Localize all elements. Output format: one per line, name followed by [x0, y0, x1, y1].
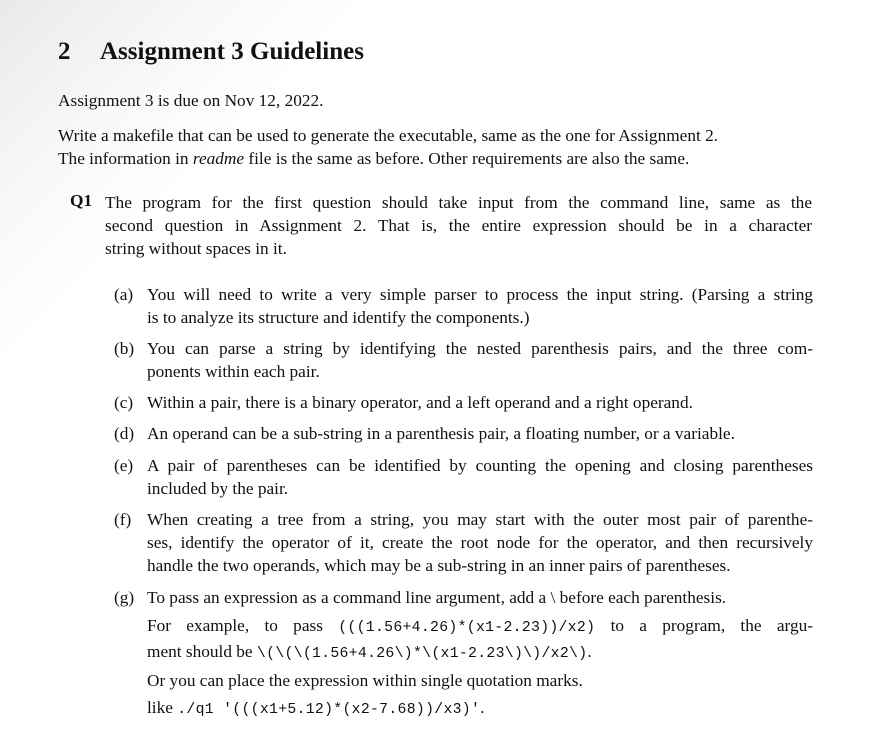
escaped-text-post: .	[587, 642, 592, 661]
escaped-text: ment should be	[147, 642, 257, 661]
makefile-sentence: Write a makefile that can be used to generate the executable, same as the one for Assignment 2.	[58, 126, 719, 145]
readme-sentence	[58, 147, 818, 170]
item-line: You will need to write a very simple parser to process the input string. (Parsing a string	[147, 285, 813, 304]
due-date-paragraph: Assignment 3 is due on Nov 12, 2022.	[58, 91, 324, 110]
command-example-code: ./q1 '(((x1+5.12)*(x2-7.68))/x3)'	[177, 702, 481, 718]
item-b	[147, 337, 813, 383]
readme-text-pre: The information in	[58, 149, 193, 168]
item-label-d: (d)	[114, 424, 135, 443]
item-label-f: (f)	[114, 510, 132, 529]
escaped-line	[147, 640, 813, 666]
escaped-expression-code: \(\(\(1.56+4.26\)*\(x1-2.23\)\)/x2\)	[256, 646, 588, 662]
item-line: Within a pair, there is a binary operator, and a left operand and a right operand.	[147, 393, 693, 412]
quote-line: Or you can place the expression within single quotation marks.	[147, 671, 583, 690]
section-title: Assignment 3 Guidelines	[100, 38, 364, 65]
question-line: second question in Assignment 2. That is, the entire expression should be in a character	[105, 216, 812, 235]
section-heading	[58, 38, 364, 66]
example-line	[147, 614, 813, 640]
item-label-e: (e)	[114, 456, 134, 475]
item-line: is to analyze its structure and identify the components.)	[147, 308, 530, 327]
example-text: For example, to pass	[147, 616, 339, 635]
question-line: string without spaces in it.	[105, 239, 287, 258]
like-text-post: .	[480, 698, 485, 717]
question-line: The program for the first question should take input from the command line, same as the	[105, 193, 812, 212]
item-d	[147, 422, 813, 445]
item-f	[147, 508, 813, 577]
item-label-g: (g)	[114, 588, 135, 607]
question-label: Q1	[70, 191, 93, 210]
item-label-b: (b)	[114, 339, 135, 358]
item-line: When creating a tree from a string, you may start with the outer most pair of parenthe-	[147, 510, 813, 529]
item-line: To pass an expression as a command line argument, add a \ before each parenthesis.	[147, 588, 727, 607]
item-c	[147, 391, 813, 414]
item-line: A pair of parentheses can be identified by counting the opening and closing parentheses	[147, 456, 813, 475]
item-g	[147, 586, 813, 722]
requirements-paragraph	[58, 124, 818, 170]
item-a	[147, 283, 813, 329]
item-label-a: (a)	[114, 285, 134, 304]
example-text-post: to a program, the argu-	[595, 616, 813, 635]
like-text: like	[147, 698, 178, 717]
example-expression-code: (((1.56+4.26)*(x1-2.23))/x2)	[338, 620, 596, 636]
readme-term: readme	[192, 149, 245, 168]
item-line: ponents within each pair.	[147, 362, 320, 381]
like-line	[147, 696, 813, 722]
section-number: 2	[58, 38, 71, 65]
item-line: handle the two operands, which may be a sub-string in an inner pairs of parentheses.	[147, 556, 731, 575]
question-body	[105, 191, 812, 260]
item-line: You can parse a string by identifying the nested parenthesis pairs, and the three com-	[147, 339, 813, 358]
item-line: An operand can be a sub-string in a parenthesis pair, a floating number, or a variable.	[147, 424, 735, 443]
item-line: ses, identify the operator of it, create the root node for the operator, and then recursively	[147, 533, 813, 552]
item-line: included by the pair.	[147, 479, 289, 498]
readme-text-post: file is the same as before. Other requirements are also the same.	[244, 149, 690, 168]
item-label-c: (c)	[114, 393, 134, 412]
item-e	[147, 454, 813, 500]
